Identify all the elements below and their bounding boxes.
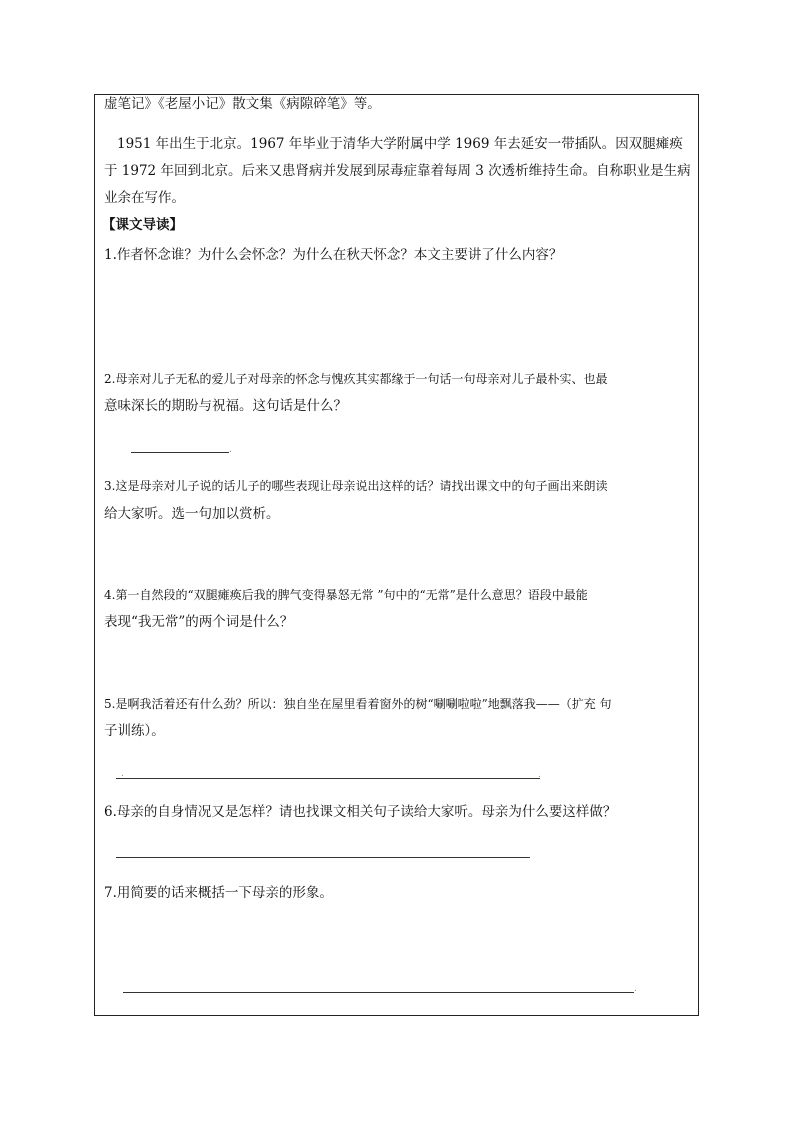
answer-mark-q2: .: [229, 445, 232, 455]
answer-line-q6[interactable]: [116, 857, 530, 858]
question-7: 7.用简要的话来概括一下母亲的形象。: [104, 885, 333, 901]
answer-mark-q5-right: .: [538, 770, 541, 780]
bio-line-3: 业余在写作。: [104, 190, 185, 206]
bio-line-2: 于 1972 年回到北京。后来又患肾病并发展到尿毒症靠着每周 3 次透析维持生命。自称职业是生病: [104, 163, 691, 179]
question-2-line-1: 2.母亲对儿子无私的爱儿子对母亲的怀念与愧疚其实都缘于一句话一句母亲对儿子最朴实、也最: [104, 372, 608, 386]
question-5-line-2: 子训练）。: [104, 723, 165, 739]
answer-mark-q7: .: [634, 984, 637, 994]
question-3-line-1: 3.这是母亲对儿子说的话儿子的哪些表现让母亲说出这样的话？请找出课文中的句子画出来朗读: [104, 479, 608, 493]
worksheet-frame: [94, 94, 699, 1016]
section-heading-guide: 【课文导读】: [102, 217, 183, 233]
question-3-line-2: 给大家听。选一句加以赏析。: [104, 506, 280, 522]
question-6: 6.母亲的自身情况又是怎样？请也找课文相关句子读给大家听。母亲为什么要这样做？: [104, 804, 617, 820]
question-5-line-1: 5.是啊我活着还有什么劲？所以：独自坐在屋里看着窗外的树“唰唰啦啦”地飘落我——（扩充 句: [104, 697, 612, 711]
answer-mark-q5-left: .: [121, 769, 124, 779]
answer-line-q7[interactable]: [123, 992, 634, 993]
answer-line-q2[interactable]: [131, 452, 229, 453]
bio-line-1: 1951 年出生于北京。1967 年毕业于清华大学附属中学 1969 年去延安一带插队。因双腿瘫痪: [117, 136, 683, 152]
question-4-line-2: 表现“我无常”的两个词是什么？: [104, 614, 294, 630]
answer-line-q5[interactable]: [116, 778, 540, 779]
question-2-line-2: 意味深长的期盼与祝福。这句话是什么？: [104, 398, 347, 414]
question-4-line-1: 4.第一自然段的“双腿瘫痪后我的脾气变得暴怒无常 ”句中的“无常”是什么意思？语段中最能: [104, 588, 588, 602]
works-line: 虚笔记》《老屋小记》散文集《病隙碎笔》等。: [104, 96, 381, 112]
question-1: 1.作者怀念谁？为什么会怀念？为什么在秋天怀念？本文主要讲了什么内容？: [104, 247, 563, 263]
